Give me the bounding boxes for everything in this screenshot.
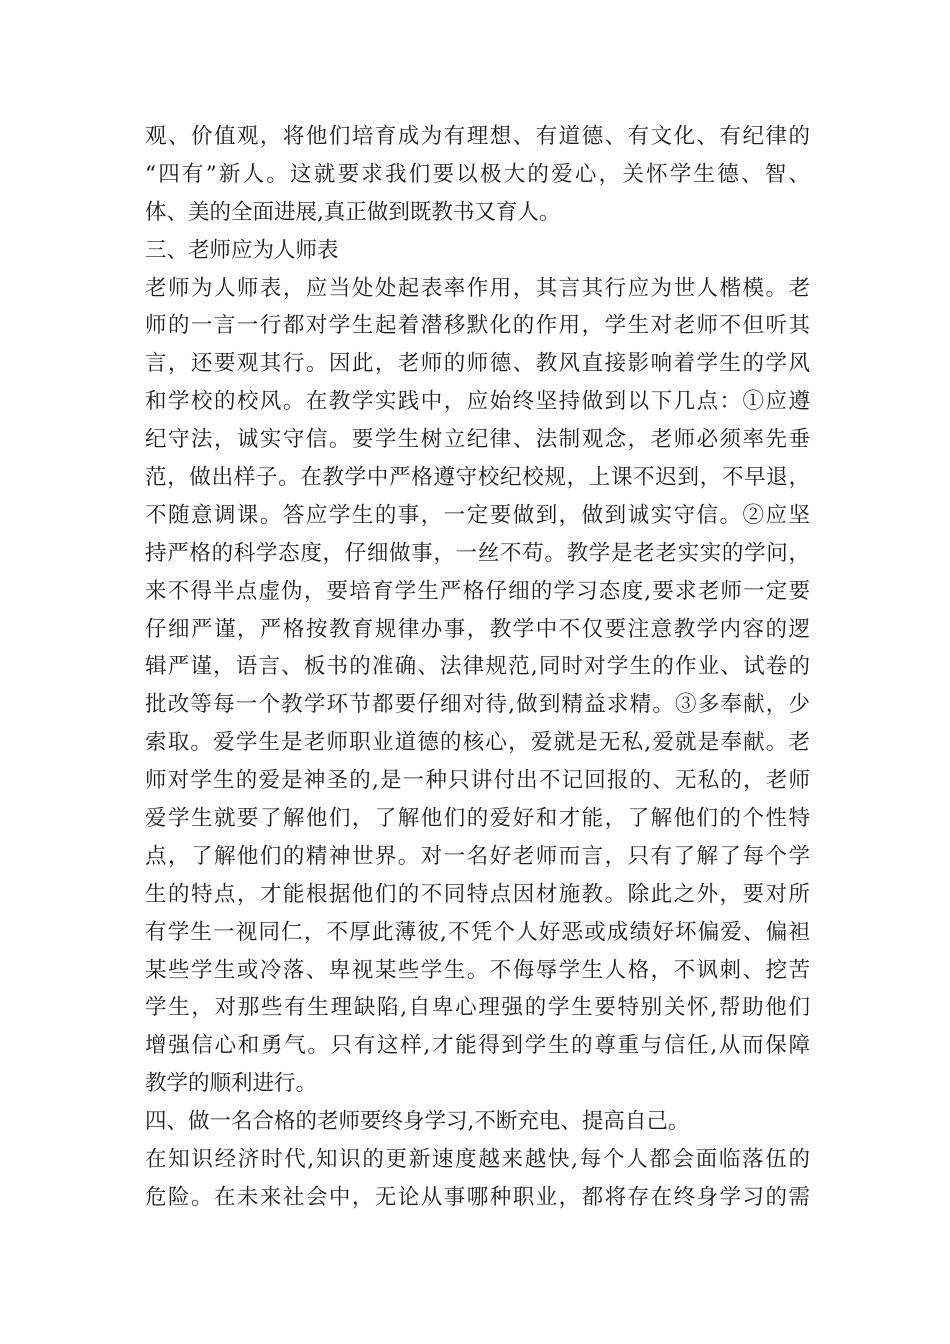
text-line: 和学校的校风。在教学实践中，应始终坚持做到以下几点：①应遵 (145, 389, 810, 415)
text-line: 批改等每一个教学环节都要仔细对待,做到精益求精。③多奉献，少 (145, 692, 810, 718)
text-line: 老师为人师表，应当处处起表率作用，其言其行应为世人楷模。老 (145, 275, 810, 301)
text-line: 范，做出样子。在教学中严格遵守校纪校规，上课不迟到，不早退， (145, 465, 810, 491)
text-line: 不随意调课。答应学生的事，一定要做到，做到诚实守信。②应坚 (145, 502, 810, 528)
text-line: 来不得半点虚伪，要培育学生严格仔细的学习态度,要求老师一定要 (145, 578, 810, 604)
text-line: 爱学生就要了解他们，了解他们的爱好和才能，了解他们的个性特 (145, 806, 810, 832)
text-line: 索取。爱学生是老师职业道德的核心，爱就是无私,爱就是奉献。老 (145, 730, 810, 756)
text-line: 仔细严谨，严格按教育规律办事，教学中不仅要注意教学内容的逻 (145, 616, 810, 642)
text-line: 有学生一视同仁，不厚此薄彼,不凭个人好恶或成绩好坏偏爱、偏袒 (145, 919, 810, 945)
text-line: 在知识经济时代,知识的更新速度越来越快,每个人都会面临落伍的 (145, 1147, 810, 1173)
text-line: 增强信心和勇气。只有这样,才能得到学生的尊重与信任,从而保障 (145, 1033, 810, 1059)
text-line: 观、价值观，将他们培育成为有理想、有道德、有文化、有纪律的 (145, 124, 810, 149)
text-line: 教学的顺利进行。 (145, 1071, 318, 1097)
text-line: 危险。在未来社会中，无论从事哪种职业，都将存在终身学习的需 (145, 1184, 810, 1210)
text-line: 师的一言一行都对学生起着潜移默化的作用，学生对老师不但听其 (145, 313, 810, 339)
text-line: 点，了解他们的精神世界。对一名好老师而言，只有了解了每个学 (145, 843, 810, 869)
text-line: 四、做一名合格的老师要终身学习,不断充电、提高自己。 (145, 1109, 690, 1135)
body-text (145, 118, 810, 1217)
text-line: 体、美的全面进展,真正做到既教书又育人。 (145, 199, 561, 225)
text-line: 三、老师应为人师表 (145, 237, 339, 263)
text-line: 辑严谨，语言、板书的准确、法律规范,同时对学生的作业、试卷的 (145, 654, 810, 680)
text-line: 生的特点，才能根据他们的不同特点因材施教。除此之外，要对所 (145, 881, 810, 907)
text-line: 学生，对那些有生理缺陷,自卑心理强的学生要特别关怀,帮助他们 (145, 995, 810, 1021)
text-line: “四有”新人。这就要求我们要以极大的爱心，关怀学生德、智、 (145, 161, 810, 187)
text-line: 纪守法，诚实守信。要学生树立纪律、法制观念，老师必须率先垂 (145, 427, 810, 453)
text-line: 师对学生的爱是神圣的,是一种只讲付出不记回报的、无私的，老师 (145, 768, 810, 794)
text-line: 言，还要观其行。因此，老师的师德、教风直接影响着学生的学风 (145, 351, 810, 377)
text-line: 某些学生或冷落、卑视某些学生。不侮辱学生人格，不讽刺、挖苦 (145, 957, 810, 983)
text-line: 持严格的科学态度，仔细做事，一丝不苟。教学是老老实实的学问， (145, 540, 810, 566)
